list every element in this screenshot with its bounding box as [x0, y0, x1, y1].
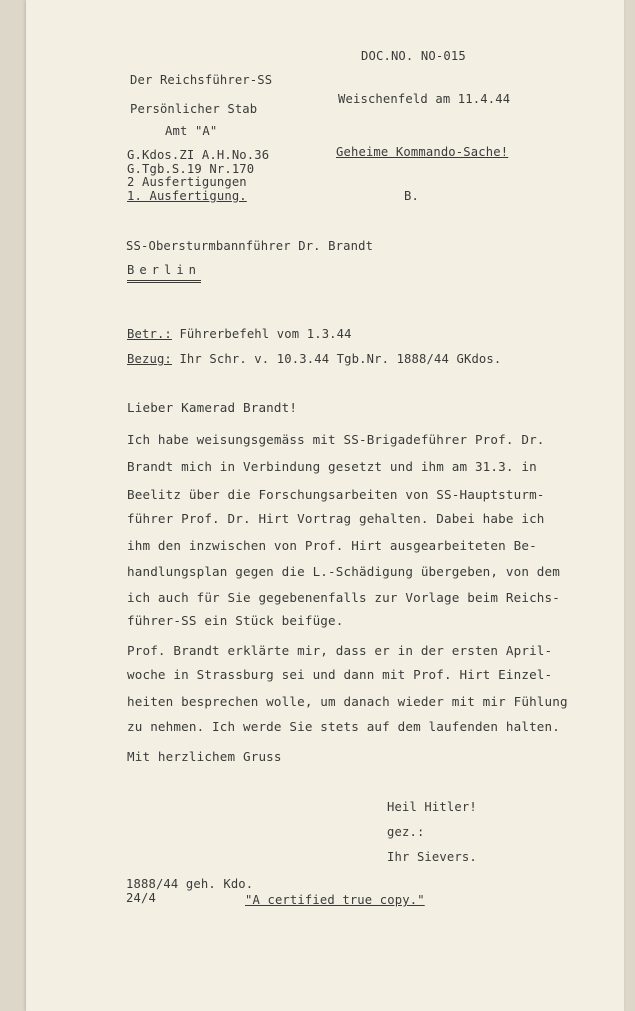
- letterhead-line-2: Persönlicher Stab: [130, 102, 258, 116]
- paragraph-2-line: zu nehmen. Ich werde Sie stets auf dem laufenden halten.: [127, 719, 560, 734]
- betr-text: Führerbefehl vom 1.3.44: [179, 327, 352, 341]
- certified-copy: "A certified true copy.": [245, 893, 425, 907]
- reference-line-4: 1. Ausfertigung.: [127, 189, 247, 203]
- signature-line-2: gez.:: [387, 825, 425, 839]
- paragraph-1-line: ich auch für Sie gegebenenfalls zur Vorlage beim Reichs-: [127, 590, 560, 605]
- addressee-city: Berlin: [127, 263, 201, 283]
- subject-betr: [127, 327, 352, 341]
- reference-line-2: G.Tgb.S.19 Nr.170: [127, 162, 255, 176]
- place-date: Weischenfeld am 11.4.44: [338, 92, 511, 106]
- paragraph-1-line: ihm den inzwischen von Prof. Hirt ausgearbeiteten Be-: [127, 538, 537, 553]
- paragraph-2-line: heiten besprechen wolle, um danach wieder mit mir Fühlung: [127, 694, 568, 709]
- addressee-name: SS-Obersturmbannführer Dr. Brandt: [126, 239, 374, 253]
- bezug-text: Ihr Schr. v. 10.3.44 Tgb.Nr. 1888/44 GKdos.: [179, 352, 502, 366]
- signature-line-1: Heil Hitler!: [387, 800, 477, 814]
- paragraph-2-line: woche in Strassburg sei und dann mit Prof. Hirt Einzel-: [127, 667, 553, 682]
- marker: B.: [404, 189, 419, 203]
- betr-label: Betr.:: [127, 327, 172, 341]
- footer-line-1: 1888/44 geh. Kdo.: [126, 877, 254, 891]
- reference-line-3: 2 Ausfertigungen: [127, 175, 247, 189]
- reference-line-1: G.Kdos.ZI A.H.No.36: [127, 148, 270, 162]
- bezug-label: Bezug:: [127, 352, 172, 366]
- salutation: Lieber Kamerad Brandt!: [127, 400, 298, 415]
- classification: Geheime Kommando-Sache!: [336, 145, 509, 159]
- paragraph-1-line: führer Prof. Dr. Hirt Vortrag gehalten. Dabei habe ich: [127, 511, 545, 526]
- doc-number: DOC.NO. NO-015: [361, 49, 466, 63]
- footer-line-2: 24/4: [126, 891, 156, 905]
- paragraph-1-line: Ich habe weisungsgemäss mit SS-Brigadeführer Prof. Dr.: [127, 432, 545, 447]
- paragraph-2-line: Prof. Brandt erklärte mir, dass er in der ersten April-: [127, 643, 553, 658]
- paragraph-1-line: Beelitz über die Forschungsarbeiten von SS-Hauptsturm-: [127, 487, 545, 502]
- signature-line-3: Ihr Sievers.: [387, 850, 477, 864]
- closing: Mit herzlichem Gruss: [127, 749, 282, 764]
- paragraph-1-line: führer-SS ein Stück beifüge.: [127, 613, 344, 628]
- paragraph-1-line: handlungsplan gegen die L.-Schädigung übergeben, von dem: [127, 564, 560, 579]
- paper-sheet: [26, 0, 624, 1011]
- letterhead-line-3: Amt "A": [165, 124, 218, 138]
- paragraph-1-line: Brandt mich in Verbindung gesetzt und ihm am 31.3. in: [127, 459, 537, 474]
- letterhead-line-1: Der Reichsführer-SS: [130, 73, 273, 87]
- subject-bezug: [127, 352, 501, 366]
